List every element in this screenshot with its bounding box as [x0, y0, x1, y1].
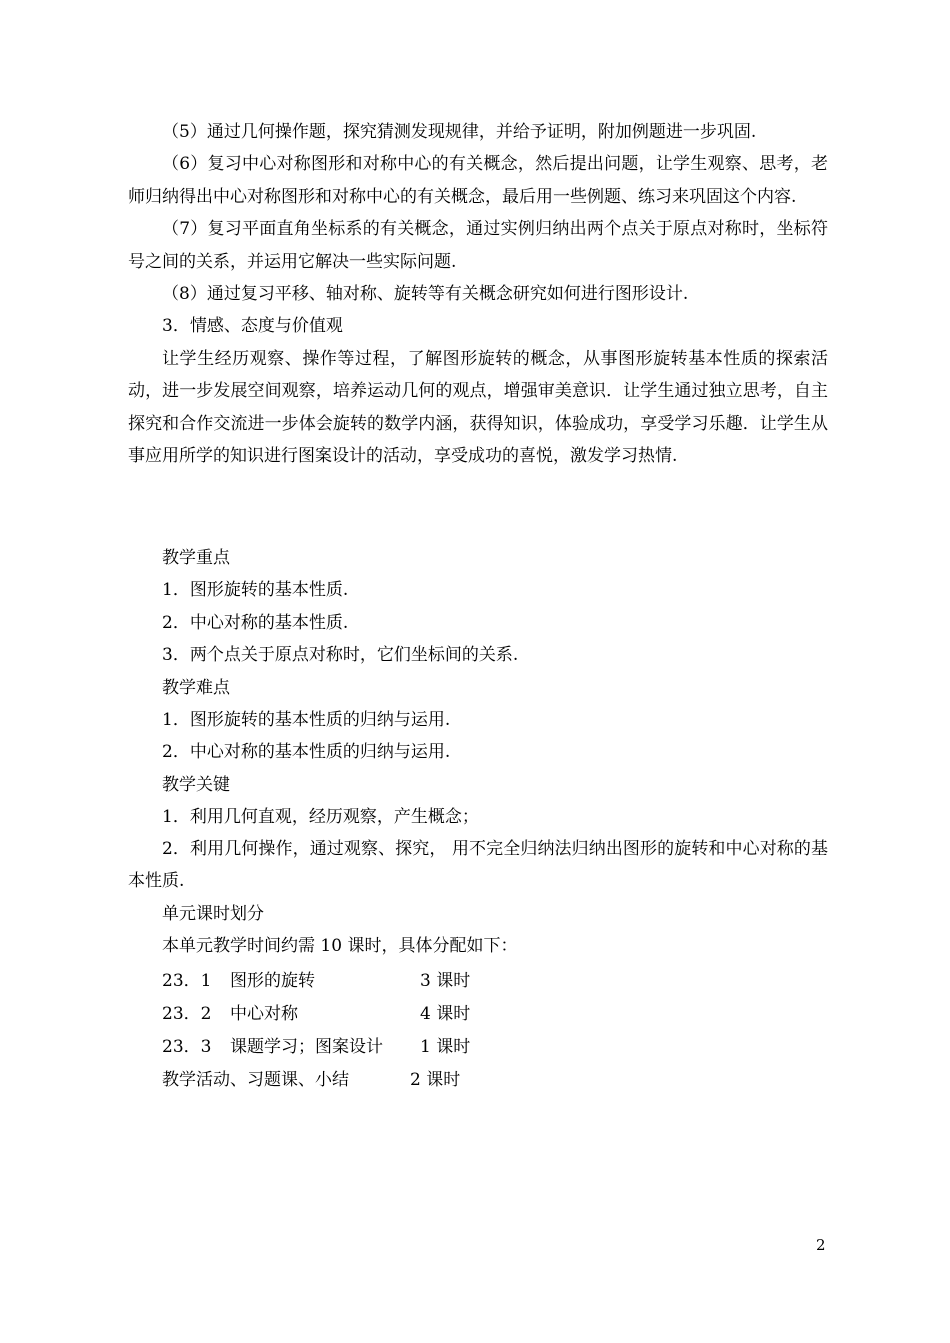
schedule-hours: 2 课时: [410, 1070, 461, 1090]
paragraph-5: （5）通过几何操作题，探究猜测发现规律，并给予证明，附加例题进一步巩固.: [162, 122, 757, 142]
schedule-num: 23．1: [162, 971, 212, 991]
key-item: 1．利用几何直观，经历观察，产生概念；: [162, 807, 479, 828]
section-heading-emotion: 3．情感、态度与价值观: [162, 316, 343, 337]
schedule-num: 23．3: [162, 1037, 212, 1057]
difficulty-item: 1．图形旋转的基本性质的归纳与运用.: [162, 709, 451, 730]
paragraph-6: （6）复习中心对称图形和对称中心的有关概念，然后提出问题，让学生观察、思考，老师归纳得出中心对称图形和对称中心的有关概念，最后用一些例题、练习来巩固这个内容.: [128, 154, 828, 207]
schedule-hours: 4 课时: [420, 1004, 471, 1024]
difficulty-item: 2．中心对称的基本性质的归纳与运用.: [162, 742, 451, 763]
paragraph-8: （8）通过复习平移、轴对称、旋转等有关概念研究如何进行图形设计.: [162, 284, 689, 305]
schedule-num: 23．2: [162, 1004, 212, 1024]
schedule-topic: 课题学习；图案设计: [230, 1037, 383, 1057]
body-text-top: [128, 116, 828, 472]
key-point-item: 2．中心对称的基本性质.: [162, 612, 349, 633]
difficulties-heading: 教学难点: [162, 677, 230, 698]
key-point-item: 3．两个点关于原点对称时，它们坐标间的关系.: [162, 645, 519, 666]
keys-heading: 教学关键: [162, 774, 230, 795]
paragraph-7: （7）复习平面直角坐标系的有关概念，通过实例归纳出两个点关于原点对称时，坐标符号之间的关系，并运用它解决一些实际问题.: [128, 219, 828, 272]
keys-item-2-block: [128, 833, 828, 898]
schedule-intro: 本单元教学时间约需 10 课时，具体分配如下：: [162, 936, 518, 957]
key-points-section: [162, 542, 822, 834]
key-points-heading: 教学重点: [162, 548, 230, 568]
schedule-topic: 图形的旋转: [230, 971, 315, 991]
schedule-topic: 中心对称: [230, 1004, 298, 1024]
schedule-hours: 3 课时: [420, 971, 471, 991]
page-number: 2: [816, 1236, 826, 1254]
key-point-item: 1．图形旋转的基本性质.: [162, 580, 349, 601]
schedule-heading: 单元课时划分: [162, 904, 264, 924]
schedule-hours: 1 课时: [420, 1037, 471, 1057]
schedule-header-lines: [162, 898, 822, 963]
schedule-topic: 教学活动、习题课、小结: [162, 1070, 349, 1090]
key-item: 2．利用几何操作，通过观察、探究， 用不完全归纳法归纳出图形的旋转和中心对称的基本性质.: [128, 839, 828, 892]
paragraph-emotion: 让学生经历观察、操作等过程，了解图形旋转的概念，从事图形旋转基本性质的探索活动，进一步发展空间观察，培养运动几何的观点，增强审美意识．让学生通过独立思考，自主探究和合作交流进一步体会旋转的数学内涵，获得知识，体验成功，享受学习乐趣．让学生从事应用所学的知识进行图案设计的活动，享受成功的喜悦，激发学习热情.: [128, 348, 828, 467]
